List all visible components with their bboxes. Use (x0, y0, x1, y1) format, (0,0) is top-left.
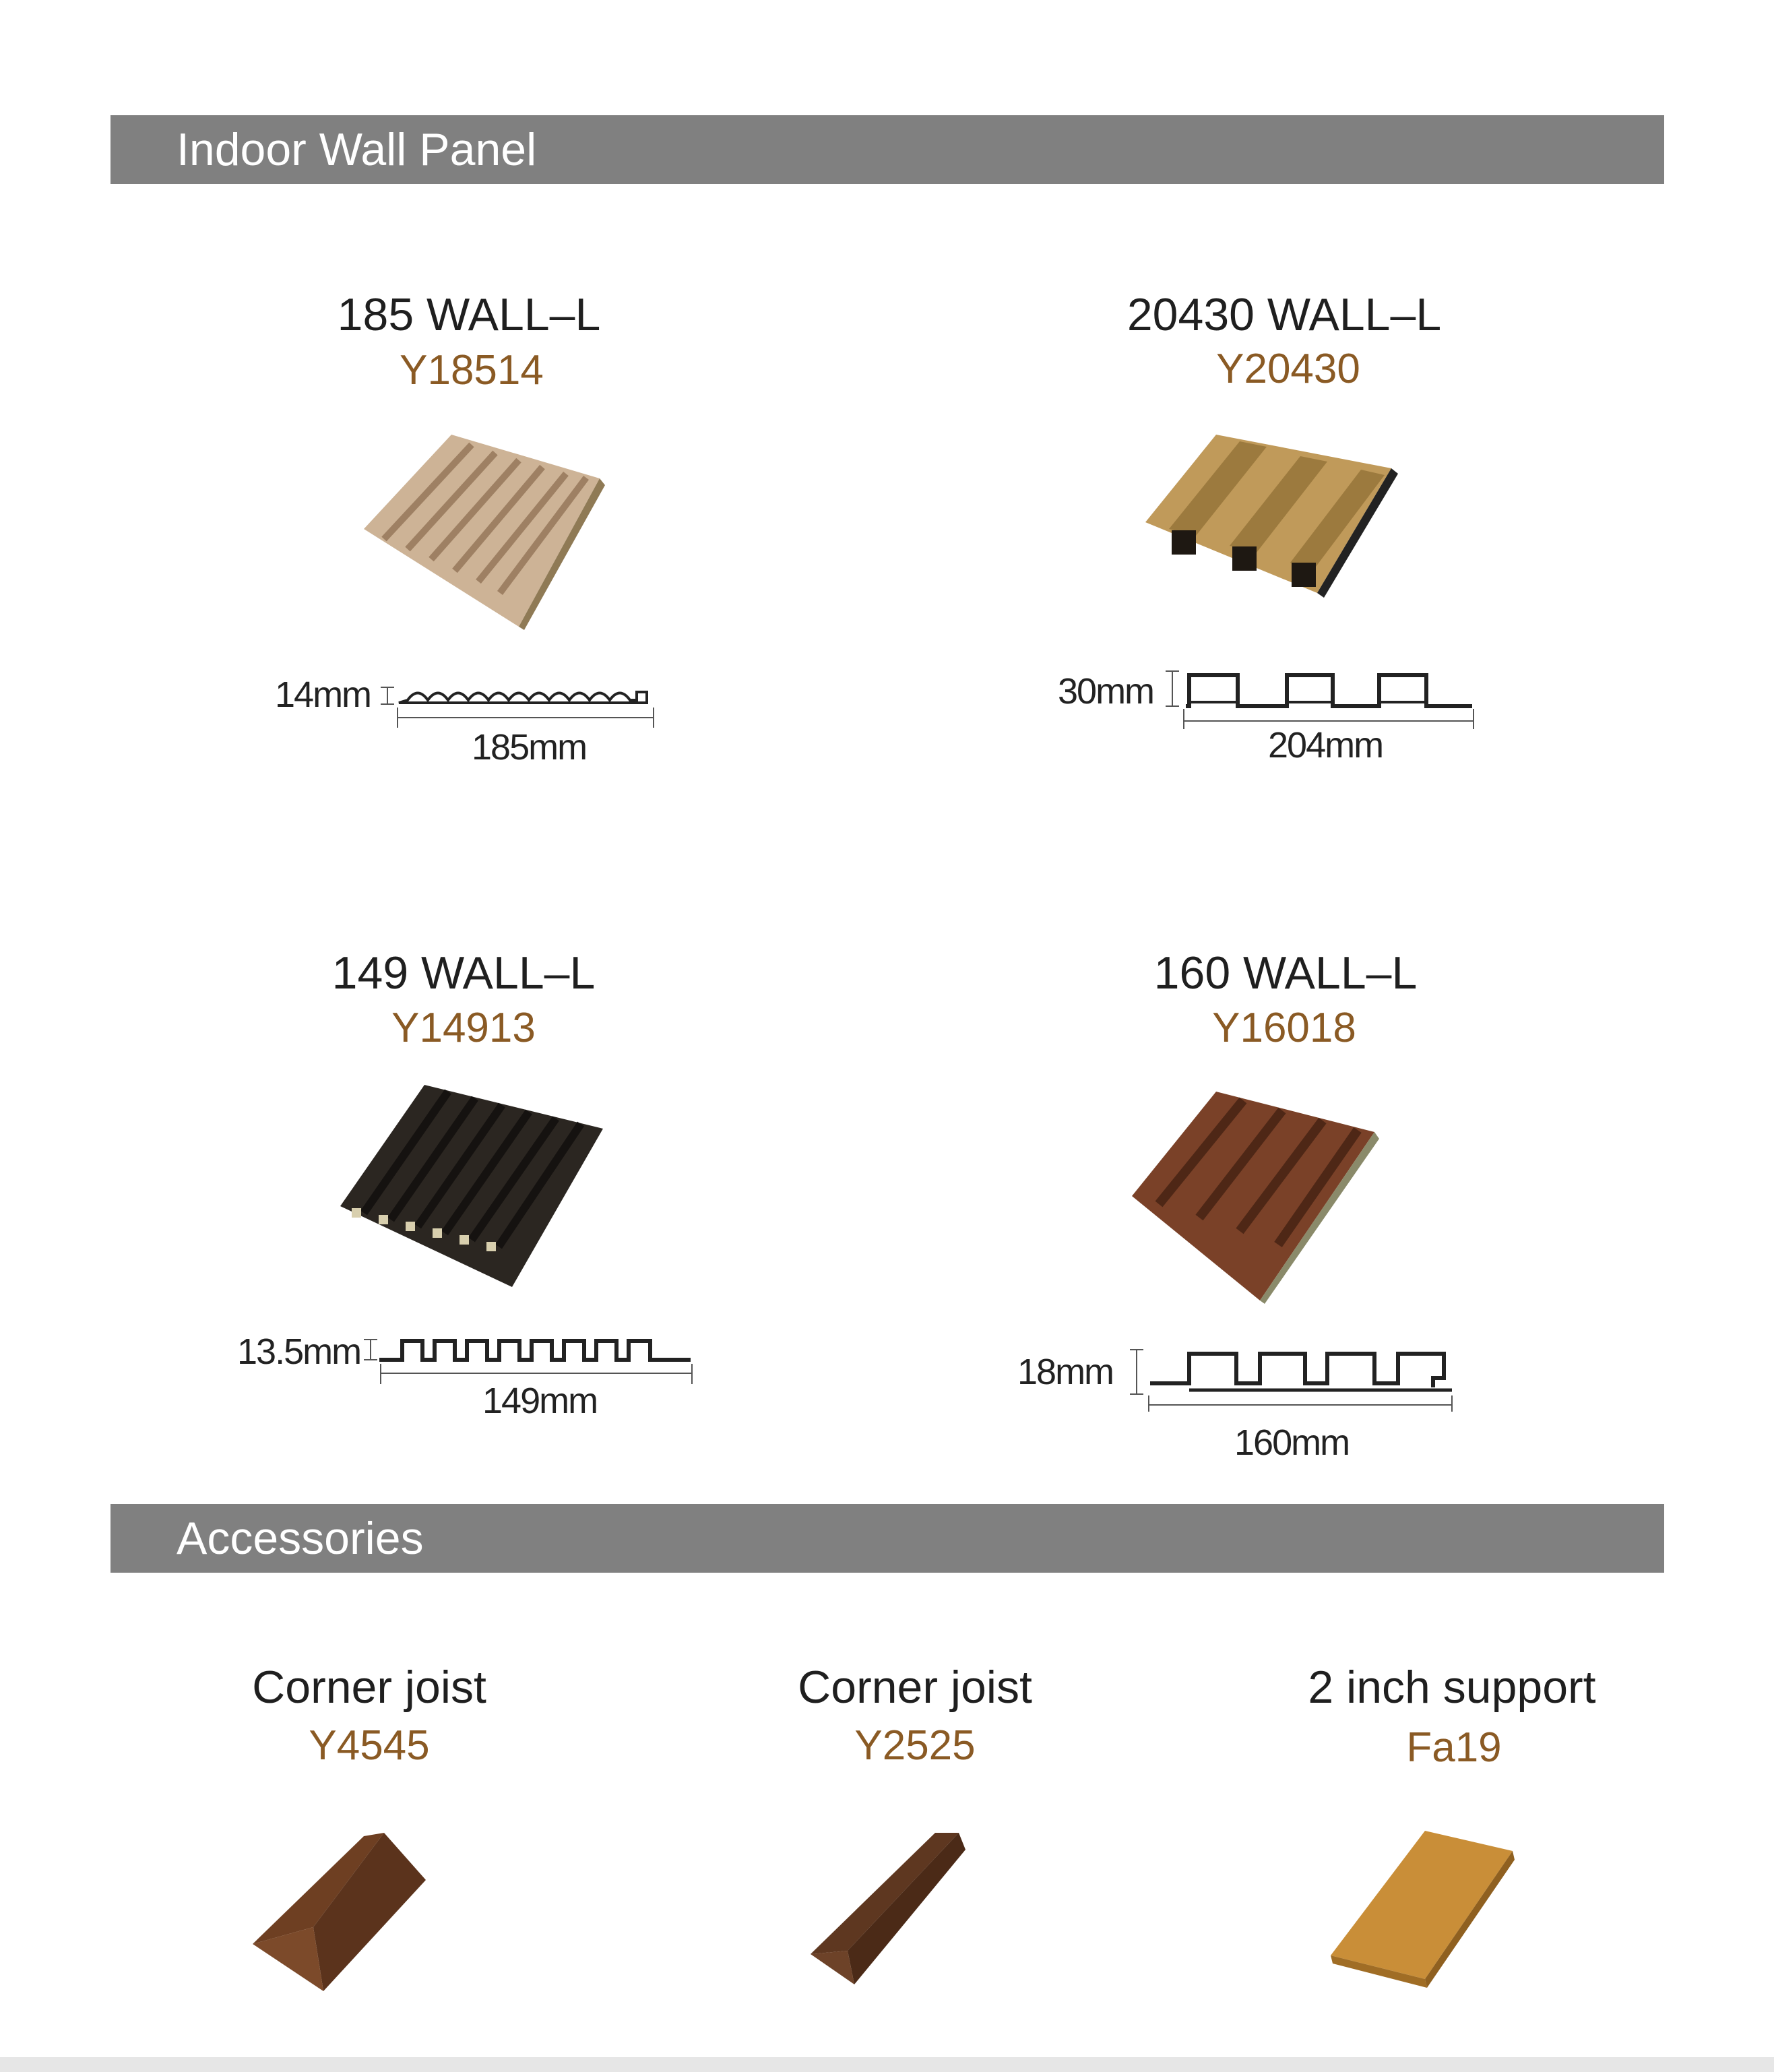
accessory-name: Corner joist (252, 1662, 486, 1713)
profile-drawing-panel-4 (1122, 1344, 1459, 1412)
product-name: 149 WALL–L (331, 947, 596, 999)
product-code: Y20430 (1216, 346, 1360, 392)
accessory-code: Y4545 (309, 1722, 430, 1769)
section-title: Accessories (177, 1513, 424, 1564)
product-name: 160 WALL–L (1153, 947, 1418, 999)
thickness-label: 30mm (1058, 671, 1154, 712)
width-label: 160mm (1234, 1422, 1350, 1463)
accessory-name: 2 inch support (1308, 1662, 1596, 1713)
product-code: Y14913 (391, 1005, 536, 1051)
product-code: Y16018 (1212, 1005, 1356, 1051)
thickness-label: 14mm (275, 674, 371, 715)
accessory-image-3 (1327, 1827, 1516, 1996)
product-name: 20430 WALL–L (1127, 289, 1442, 340)
thickness-label: 18mm (1017, 1352, 1114, 1392)
page-footer-strip (0, 2057, 1774, 2072)
width-label: 149mm (482, 1381, 598, 1421)
product-image-panel-4 (1129, 1088, 1385, 1304)
accessory-code: Fa19 (1406, 1724, 1502, 1771)
product-image-panel-3 (337, 1081, 606, 1290)
accessory-image-1 (249, 1826, 431, 1995)
product-image-panel-2 (1142, 428, 1398, 603)
product-image-panel-1 (357, 428, 613, 630)
section-header-wall-panel (110, 115, 1664, 184)
accessory-code: Y2525 (854, 1722, 976, 1769)
section-header-accessories (110, 1504, 1664, 1573)
profile-drawing-panel-1 (377, 677, 660, 731)
accessory-name: Corner joist (798, 1662, 1032, 1713)
product-code: Y18514 (400, 347, 544, 394)
product-name: 185 WALL–L (337, 289, 601, 340)
thickness-label: 13.5mm (237, 1331, 361, 1372)
section-title: Indoor Wall Panel (177, 124, 537, 175)
accessory-image-2 (807, 1829, 969, 1991)
width-label: 204mm (1268, 725, 1383, 765)
width-label: 185mm (472, 727, 587, 767)
